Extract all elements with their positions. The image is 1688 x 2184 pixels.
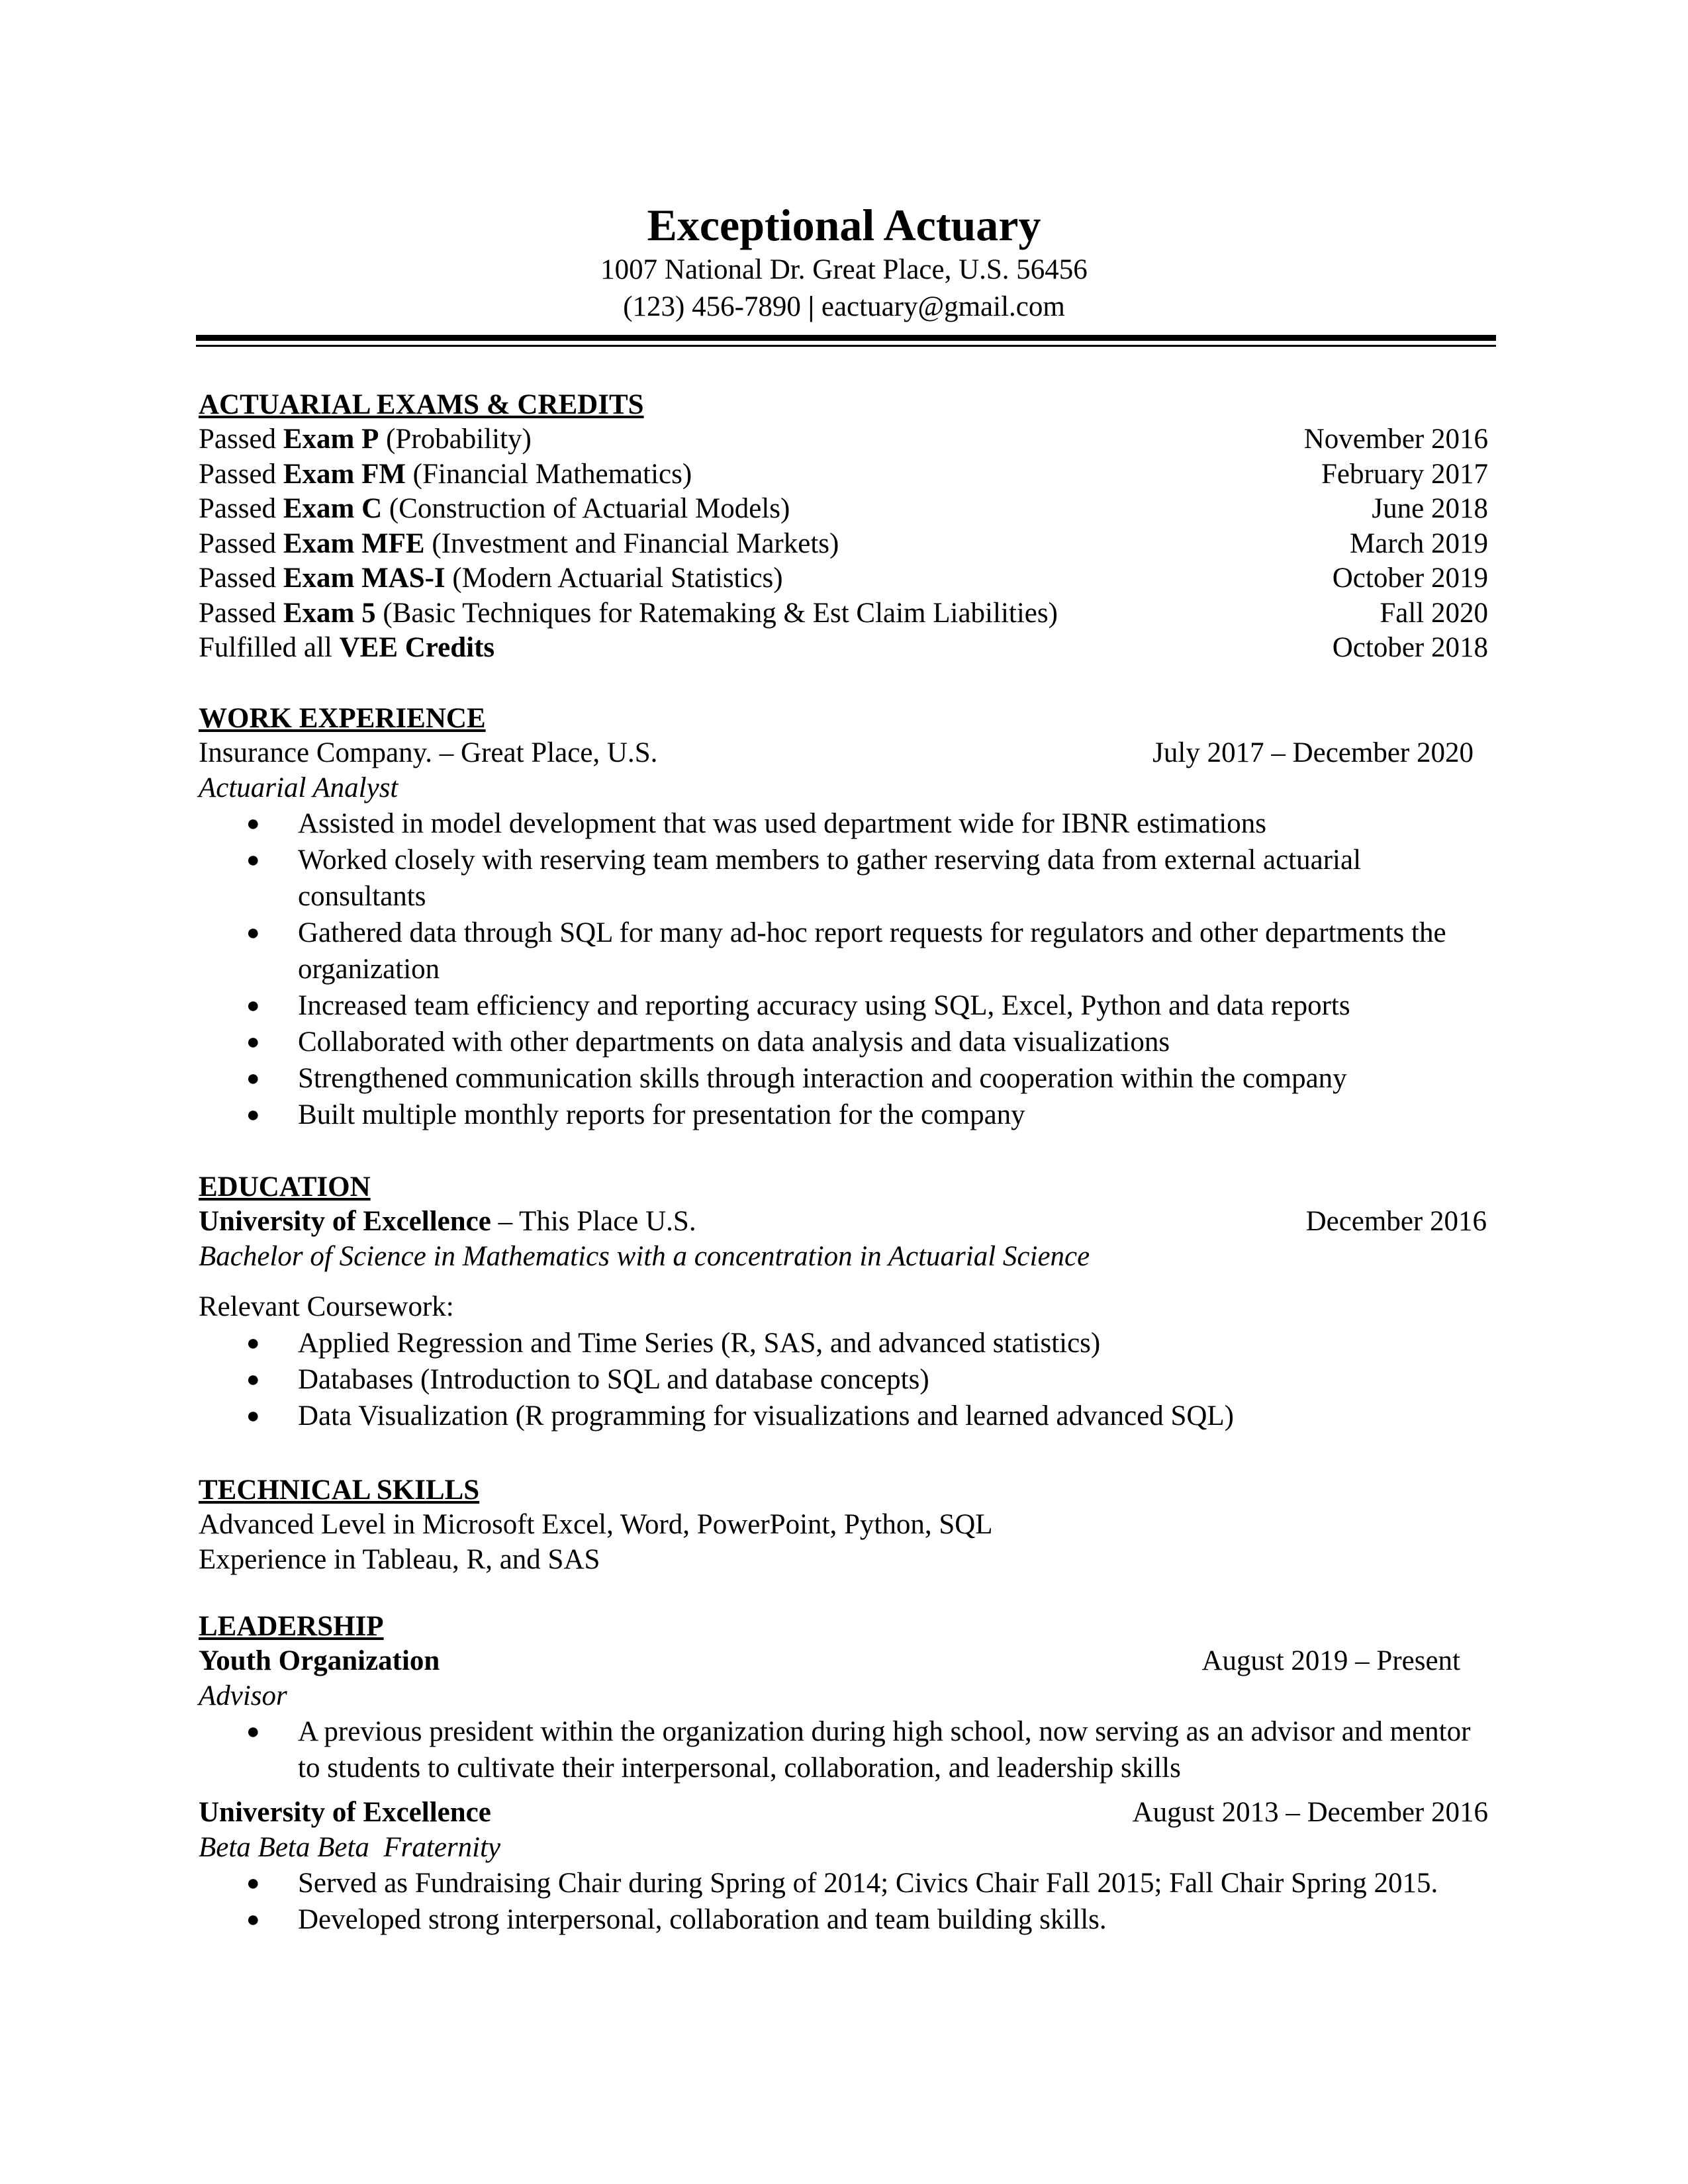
section-title-work: WORK EXPERIENCE [199, 703, 486, 734]
graduation-date: December 2016 [1305, 1206, 1487, 1237]
job-bullet [199, 805, 1488, 842]
leadership-bullet [199, 1865, 1488, 1901]
exam-prefix: Passed [199, 597, 277, 629]
exam-name: Exam FM [283, 458, 406, 490]
bullet-icon: ● [246, 1403, 260, 1428]
bullet-text: Strengthened communication skills through interaction and cooperation within the company [298, 1063, 1347, 1094]
school-header [199, 1205, 1487, 1240]
job-title: Actuarial Analyst [199, 772, 399, 803]
leadership-section [199, 1610, 1488, 1938]
job-bullet [199, 1024, 1488, 1060]
section-title-skills: TECHNICAL SKILLS [199, 1475, 480, 1506]
section-title-leadership: LEADERSHIP [199, 1611, 384, 1642]
coursework-list [199, 1325, 1487, 1434]
exam-description: (Probability) [386, 424, 532, 455]
job-header [199, 736, 1488, 771]
exam-name: Exam P [283, 424, 379, 455]
job-dates: July 2017 – December 2020 [1152, 737, 1474, 768]
exam-row [199, 561, 1488, 596]
bullet-text: Increased team efficiency and reporting accuracy using SQL, Excel, Python and data reports [298, 990, 1350, 1021]
exams-section [199, 388, 1488, 666]
contact-line [0, 289, 1688, 326]
coursework-label: Relevant Coursework: [199, 1291, 454, 1322]
bullet-icon: ● [246, 1030, 260, 1054]
bullet-text: Assisted in model development that was used department wide for IBNR estimations [298, 808, 1266, 839]
bullet-icon: ● [246, 1330, 260, 1355]
exam-prefix: Passed [199, 458, 277, 490]
header-divider [196, 335, 1496, 341]
bullet-text: Gathered data through SQL for many ad-hoc report requests for regulators and other departments the organization [298, 917, 1446, 985]
phone: (123) 456-7890 [623, 291, 801, 322]
leadership-entry-header [199, 1796, 1488, 1831]
exam-name: Exam C [283, 493, 383, 524]
bullet-icon: ● [246, 1066, 260, 1091]
bullet-text: Data Visualization (R programming for visualizations and learned advanced SQL) [298, 1400, 1235, 1432]
exam-prefix: Passed [199, 493, 277, 524]
bullet-text: Applied Regression and Time Series (R, SAS, and advanced statistics) [298, 1327, 1101, 1359]
company: Insurance Company. – Great Place, U.S. [199, 737, 658, 768]
job-bullet [199, 1060, 1488, 1097]
exam-name: VEE Credits [339, 632, 495, 663]
bullet-text: Worked closely with reserving team members to gather reserving data from external actuarial consultants [298, 844, 1362, 912]
org-role: Advisor [199, 1680, 287, 1711]
address: 1007 National Dr. Great Place, U.S. 56456 [600, 254, 1088, 285]
job-bullets [199, 805, 1488, 1133]
exam-name: Exam MFE [283, 527, 425, 559]
job-bullet [199, 1097, 1488, 1133]
exam-description: (Construction of Actuarial Models) [389, 493, 790, 524]
exam-prefix: Fulfilled all [199, 632, 332, 663]
bullet-icon: ● [246, 1871, 260, 1895]
bullet-icon: ● [246, 993, 260, 1018]
exam-row [199, 457, 1488, 492]
exam-prefix: Passed [199, 424, 277, 455]
resume-header [0, 199, 1688, 326]
bullet-text: Collaborated with other departments on data analysis and data visualizations [298, 1026, 1170, 1058]
leadership-bullet [199, 1713, 1488, 1786]
leadership-bullet [199, 1901, 1488, 1938]
org-dates: August 2019 – Present [1201, 1645, 1460, 1676]
exam-description: (Basic Techniques for Ratemaking & Est Claim Liabilities) [383, 597, 1058, 629]
section-title-exams: ACTUARIAL EXAMS & CREDITS [199, 389, 644, 420]
exam-date: October 2018 [1332, 632, 1488, 663]
exam-name: Exam MAS-I [283, 563, 445, 594]
bullet-icon: ● [246, 1719, 260, 1744]
org-dates: August 2013 – December 2016 [1132, 1797, 1488, 1828]
exam-row [199, 596, 1488, 631]
bullet-icon: ● [246, 1103, 260, 1127]
education-section [199, 1170, 1487, 1434]
bullet-icon: ● [246, 1367, 260, 1392]
skills-line: Advanced Level in Microsoft Excel, Word, PowerPoint, Python, SQL [199, 1509, 993, 1540]
bullet-text: Developed strong interpersonal, collaboration and team building skills. [298, 1904, 1107, 1935]
job-bullet [199, 915, 1488, 987]
exam-description: (Modern Actuarial Statistics) [452, 563, 783, 594]
contact-separator: | [808, 291, 815, 322]
candidate-name: Exceptional Actuary [647, 200, 1041, 250]
school-location: – This Place U.S. [498, 1206, 696, 1237]
exam-description: (Financial Mathematics) [412, 458, 692, 490]
exam-prefix: Passed [199, 527, 277, 559]
org-name: Youth Organization [199, 1645, 440, 1676]
degree: Bachelor of Science in Mathematics with a concentration in Actuarial Science [199, 1240, 1090, 1272]
exam-date: November 2016 [1303, 424, 1488, 455]
bullet-text: A previous president within the organization during high school, now serving as an advisor and mentor to students to cultivate their interpersonal, collaboration, and leadership skills [298, 1716, 1471, 1784]
exam-date: Fall 2020 [1380, 597, 1488, 629]
exam-row [199, 492, 1488, 527]
skills-section [199, 1473, 1489, 1577]
leadership-entry-header [199, 1644, 1488, 1679]
bullet-icon: ● [246, 848, 260, 872]
exam-date: June 2018 [1372, 493, 1488, 524]
exam-row [199, 527, 1488, 562]
exam-row [199, 631, 1488, 666]
course-item [199, 1361, 1487, 1398]
bullet-text: Served as Fundraising Chair during Spring of 2014; Civics Chair Fall 2015; Fall Chair Spring 2015. [298, 1868, 1438, 1899]
job-bullet [199, 842, 1488, 915]
exam-date: February 2017 [1321, 458, 1488, 490]
work-section [199, 702, 1488, 1133]
bullet-icon: ● [246, 811, 260, 836]
exam-date: March 2019 [1350, 527, 1488, 559]
school-name: University of Excellence [199, 1206, 491, 1237]
exam-row [199, 422, 1488, 457]
section-title-education: EDUCATION [199, 1171, 371, 1203]
org-name: University of Excellence [199, 1797, 491, 1828]
bullet-text: Databases (Introduction to SQL and database concepts) [298, 1363, 929, 1395]
bullet-icon: ● [246, 1907, 260, 1932]
exam-date: October 2019 [1332, 563, 1488, 594]
course-item [199, 1398, 1487, 1434]
bullet-icon: ● [246, 921, 260, 945]
email: eactuary@gmail.com [821, 291, 1065, 322]
course-item [199, 1325, 1487, 1361]
bullet-text: Built multiple monthly reports for presentation for the company [298, 1099, 1025, 1130]
exam-description: (Investment and Financial Markets) [432, 527, 839, 559]
org-bullets [199, 1713, 1488, 1786]
header-divider-thin [196, 345, 1496, 347]
exam-prefix: Passed [199, 563, 277, 594]
exam-name: Exam 5 [283, 597, 376, 629]
skills-line: Experience in Tableau, R, and SAS [199, 1543, 600, 1575]
job-bullet [199, 987, 1488, 1024]
org-role: Beta Beta Beta Fraternity [199, 1831, 501, 1863]
org-bullets [199, 1865, 1488, 1938]
